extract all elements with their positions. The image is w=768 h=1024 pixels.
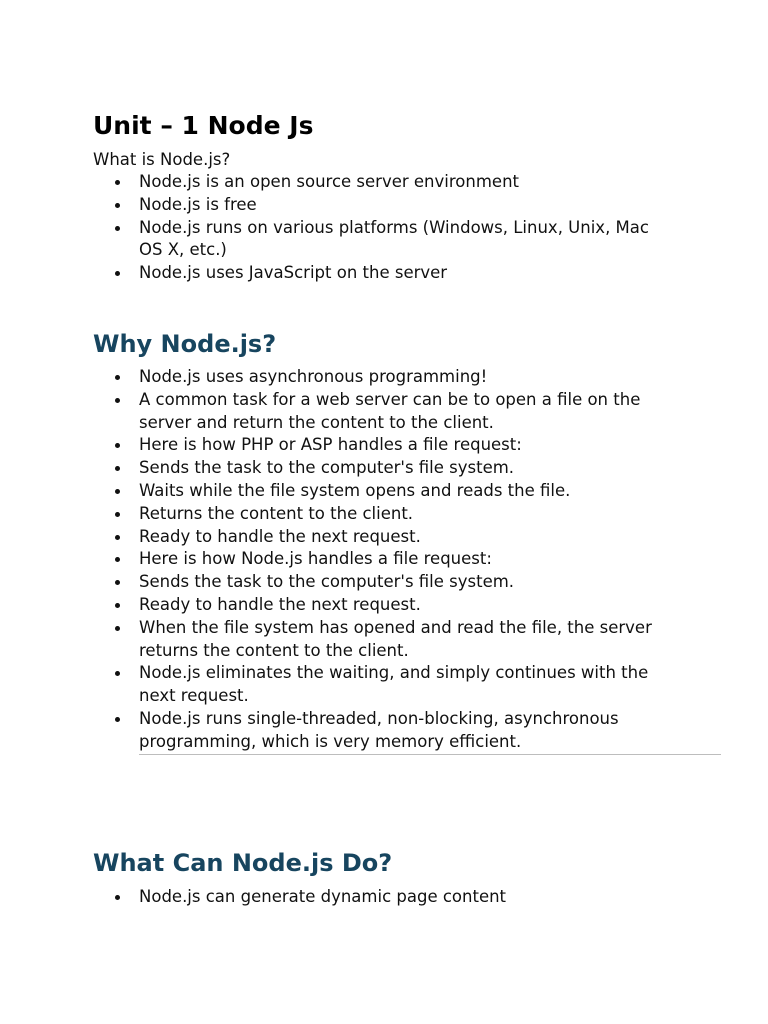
list-item: Returns the content to the client. — [93, 503, 673, 526]
list-item: Node.js is free — [93, 194, 673, 217]
list-item: Ready to handle the next request. — [93, 526, 673, 549]
list-item: Node.js eliminates the waiting, and simply continues with the next request. — [93, 662, 673, 708]
unit-title: Unit – 1 Node Js — [93, 111, 314, 140]
list-item: Node.js uses JavaScript on the server — [93, 262, 673, 285]
list-item: A common task for a web server can be to open a file on the server and return the content to the client. — [93, 389, 673, 435]
section-heading-why: Why Node.js? — [93, 330, 277, 358]
list-item: Here is how PHP or ASP handles a file request: — [93, 434, 673, 457]
why-list — [93, 366, 673, 754]
list-item: Sends the task to the computer's file system. — [93, 457, 673, 480]
list-item: Ready to handle the next request. — [93, 594, 673, 617]
intro-question: What is Node.js? — [93, 150, 231, 169]
what-list — [93, 886, 673, 909]
section-heading-what: What Can Node.js Do? — [93, 849, 393, 877]
list-item: Here is how Node.js handles a file request: — [93, 548, 673, 571]
list-item: Node.js can generate dynamic page content — [93, 886, 673, 909]
list-item: When the file system has opened and read the file, the server returns the content to the client. — [93, 617, 673, 663]
list-item: Sends the task to the computer's file system. — [93, 571, 673, 594]
list-item: Node.js is an open source server environment — [93, 171, 673, 194]
horizontal-divider — [139, 754, 721, 755]
list-item: Node.js runs on various platforms (Windows, Linux, Unix, Mac OS X, etc.) — [93, 217, 673, 263]
intro-list — [93, 171, 673, 285]
list-item: Node.js runs single-threaded, non-blocking, asynchronous programming, which is very memory efficient. — [93, 708, 673, 754]
list-item: Node.js uses asynchronous programming! — [93, 366, 673, 389]
list-item: Waits while the file system opens and reads the file. — [93, 480, 673, 503]
